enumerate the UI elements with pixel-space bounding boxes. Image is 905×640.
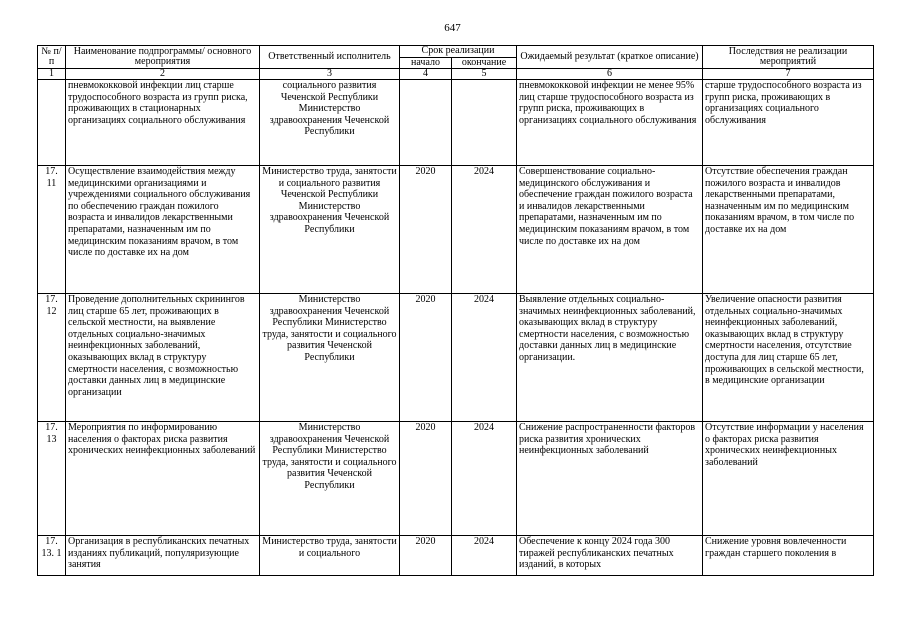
row-consequence: Снижение уровня вовлеченности граждан старшего поколения в bbox=[703, 536, 874, 576]
row-start: 2020 bbox=[400, 166, 452, 294]
column-number: 5 bbox=[452, 69, 517, 80]
row-executor: Министерство здравоохранения Чеченской Республики Министерство труда, занятости и социального развития Чеченской Республики bbox=[260, 422, 400, 536]
row-consequence: Увеличение опасности развития отдельных социально-значимых неинфекционных заболеваний, оказывающих вклад в структуру смертности населения, отсутствие доступа для лиц старше 65 лет, проживающих в сельской местности, в медицинские организации bbox=[703, 294, 874, 422]
header-name: Наименование подпрограммы/ основного мероприятия bbox=[66, 46, 260, 69]
row-executor: Министерство здравоохранения Чеченской Республики Министерство труда, занятости и социального развития Чеченской Республики bbox=[260, 294, 400, 422]
header-start: начало bbox=[400, 57, 452, 69]
row-executor: Министерство труда, занятости и социального bbox=[260, 536, 400, 576]
row-number bbox=[38, 80, 66, 166]
table-row bbox=[38, 536, 874, 576]
row-name: Организация в республиканских печатных изданиях публикаций, популяризующие занятия bbox=[66, 536, 260, 576]
header-period: Срок реализации bbox=[400, 46, 517, 58]
row-executor: социального развития Чеченской Республики Министерство здравоохранения Чеченской Республики bbox=[260, 80, 400, 166]
table-row bbox=[38, 166, 874, 294]
row-end: 2024 bbox=[452, 536, 517, 576]
header-end: окончание bbox=[452, 57, 517, 69]
column-number: 4 bbox=[400, 69, 452, 80]
header-consequence: Последствия не реализации мероприятий bbox=[703, 46, 874, 69]
row-name: пневмококковой инфекции лиц старше трудоспособного возраста из групп риска, проживающих в стационарных организациях социального обслуживания bbox=[66, 80, 260, 166]
row-number: 17. 12 bbox=[38, 294, 66, 422]
row-name: Проведение дополнительных скринингов лиц старше 65 лет, проживающих в сельской местности, на выявление отдельных социально-значимых неинфекционных заболеваний, оказывающих вклад в структуру смертности населения, с возможностью доставки данных лиц в медицинские организации bbox=[66, 294, 260, 422]
row-result: Снижение распространенности факторов риска развития хронических неинфекционных заболеваний bbox=[517, 422, 703, 536]
row-consequence: Отсутствие информации у населения о факторах риска развития хронических неинфекционных заболеваний bbox=[703, 422, 874, 536]
program-table bbox=[37, 45, 874, 576]
row-consequence: Отсутствие обеспечения граждан пожилого возраста и инвалидов лекарственными препаратами, назначенным им по медицинским показаниям врачом, в том числе по доставке их на дом bbox=[703, 166, 874, 294]
column-number: 1 bbox=[38, 69, 66, 80]
table-row bbox=[38, 294, 874, 422]
column-number: 6 bbox=[517, 69, 703, 80]
column-number: 2 bbox=[66, 69, 260, 80]
row-number: 17. 13 bbox=[38, 422, 66, 536]
row-result: Выявление отдельных социально-значимых неинфекционных заболеваний, оказывающих вклад в структуру смертности населения, с возможностью доставки данных лиц в медицинские организации. bbox=[517, 294, 703, 422]
row-name: Осуществление взаимодействия между медицинскими организациями и учреждениями социального обслуживания по обеспечению граждан пожилого возраста и инвалидов лекарственными препаратами, назначенным им по медицинским показаниям врачом, в том числе по доставке их на дом bbox=[66, 166, 260, 294]
header-executor: Ответственный исполнитель bbox=[260, 46, 400, 69]
column-number: 7 bbox=[703, 69, 874, 80]
row-start bbox=[400, 80, 452, 166]
row-end: 2024 bbox=[452, 422, 517, 536]
row-start: 2020 bbox=[400, 294, 452, 422]
page-number: 647 bbox=[444, 22, 461, 34]
table-row bbox=[38, 422, 874, 536]
row-result: пневмококковой инфекции не менее 95% лиц старше трудоспособного возраста из групп риска, проживающих в организациях социального обслуживания bbox=[517, 80, 703, 166]
column-number-row bbox=[38, 69, 874, 80]
row-number: 17. 11 bbox=[38, 166, 66, 294]
row-result: Обеспечение к концу 2024 года 300 тиражей республиканских печатных изданий, в которых bbox=[517, 536, 703, 576]
row-end: 2024 bbox=[452, 294, 517, 422]
header-number: № п/п bbox=[38, 46, 66, 69]
row-end bbox=[452, 80, 517, 166]
row-executor: Министерство труда, занятости и социального развития Чеченской Республики Министерство здравоохранения Чеченской Республики bbox=[260, 166, 400, 294]
row-consequence: старше трудоспособного возраста из групп риска, проживающих в организациях социального обслуживания bbox=[703, 80, 874, 166]
header-result: Ожидаемый результат (краткое описание) bbox=[517, 46, 703, 69]
row-name: Мероприятия по информированию населения о факторах риска развития хронических неинфекционных заболеваний bbox=[66, 422, 260, 536]
row-start: 2020 bbox=[400, 422, 452, 536]
row-start: 2020 bbox=[400, 536, 452, 576]
column-number: 3 bbox=[260, 69, 400, 80]
table-row bbox=[38, 80, 874, 166]
row-number: 17. 13. 1 bbox=[38, 536, 66, 576]
row-result: Совершенствование социально-медицинского обслуживания и обеспечение граждан пожилого возраста и инвалидов лекарственными препаратами, назначенным им по медицинским показаниям врачом, в том числе по доставке их на дом bbox=[517, 166, 703, 294]
row-end: 2024 bbox=[452, 166, 517, 294]
